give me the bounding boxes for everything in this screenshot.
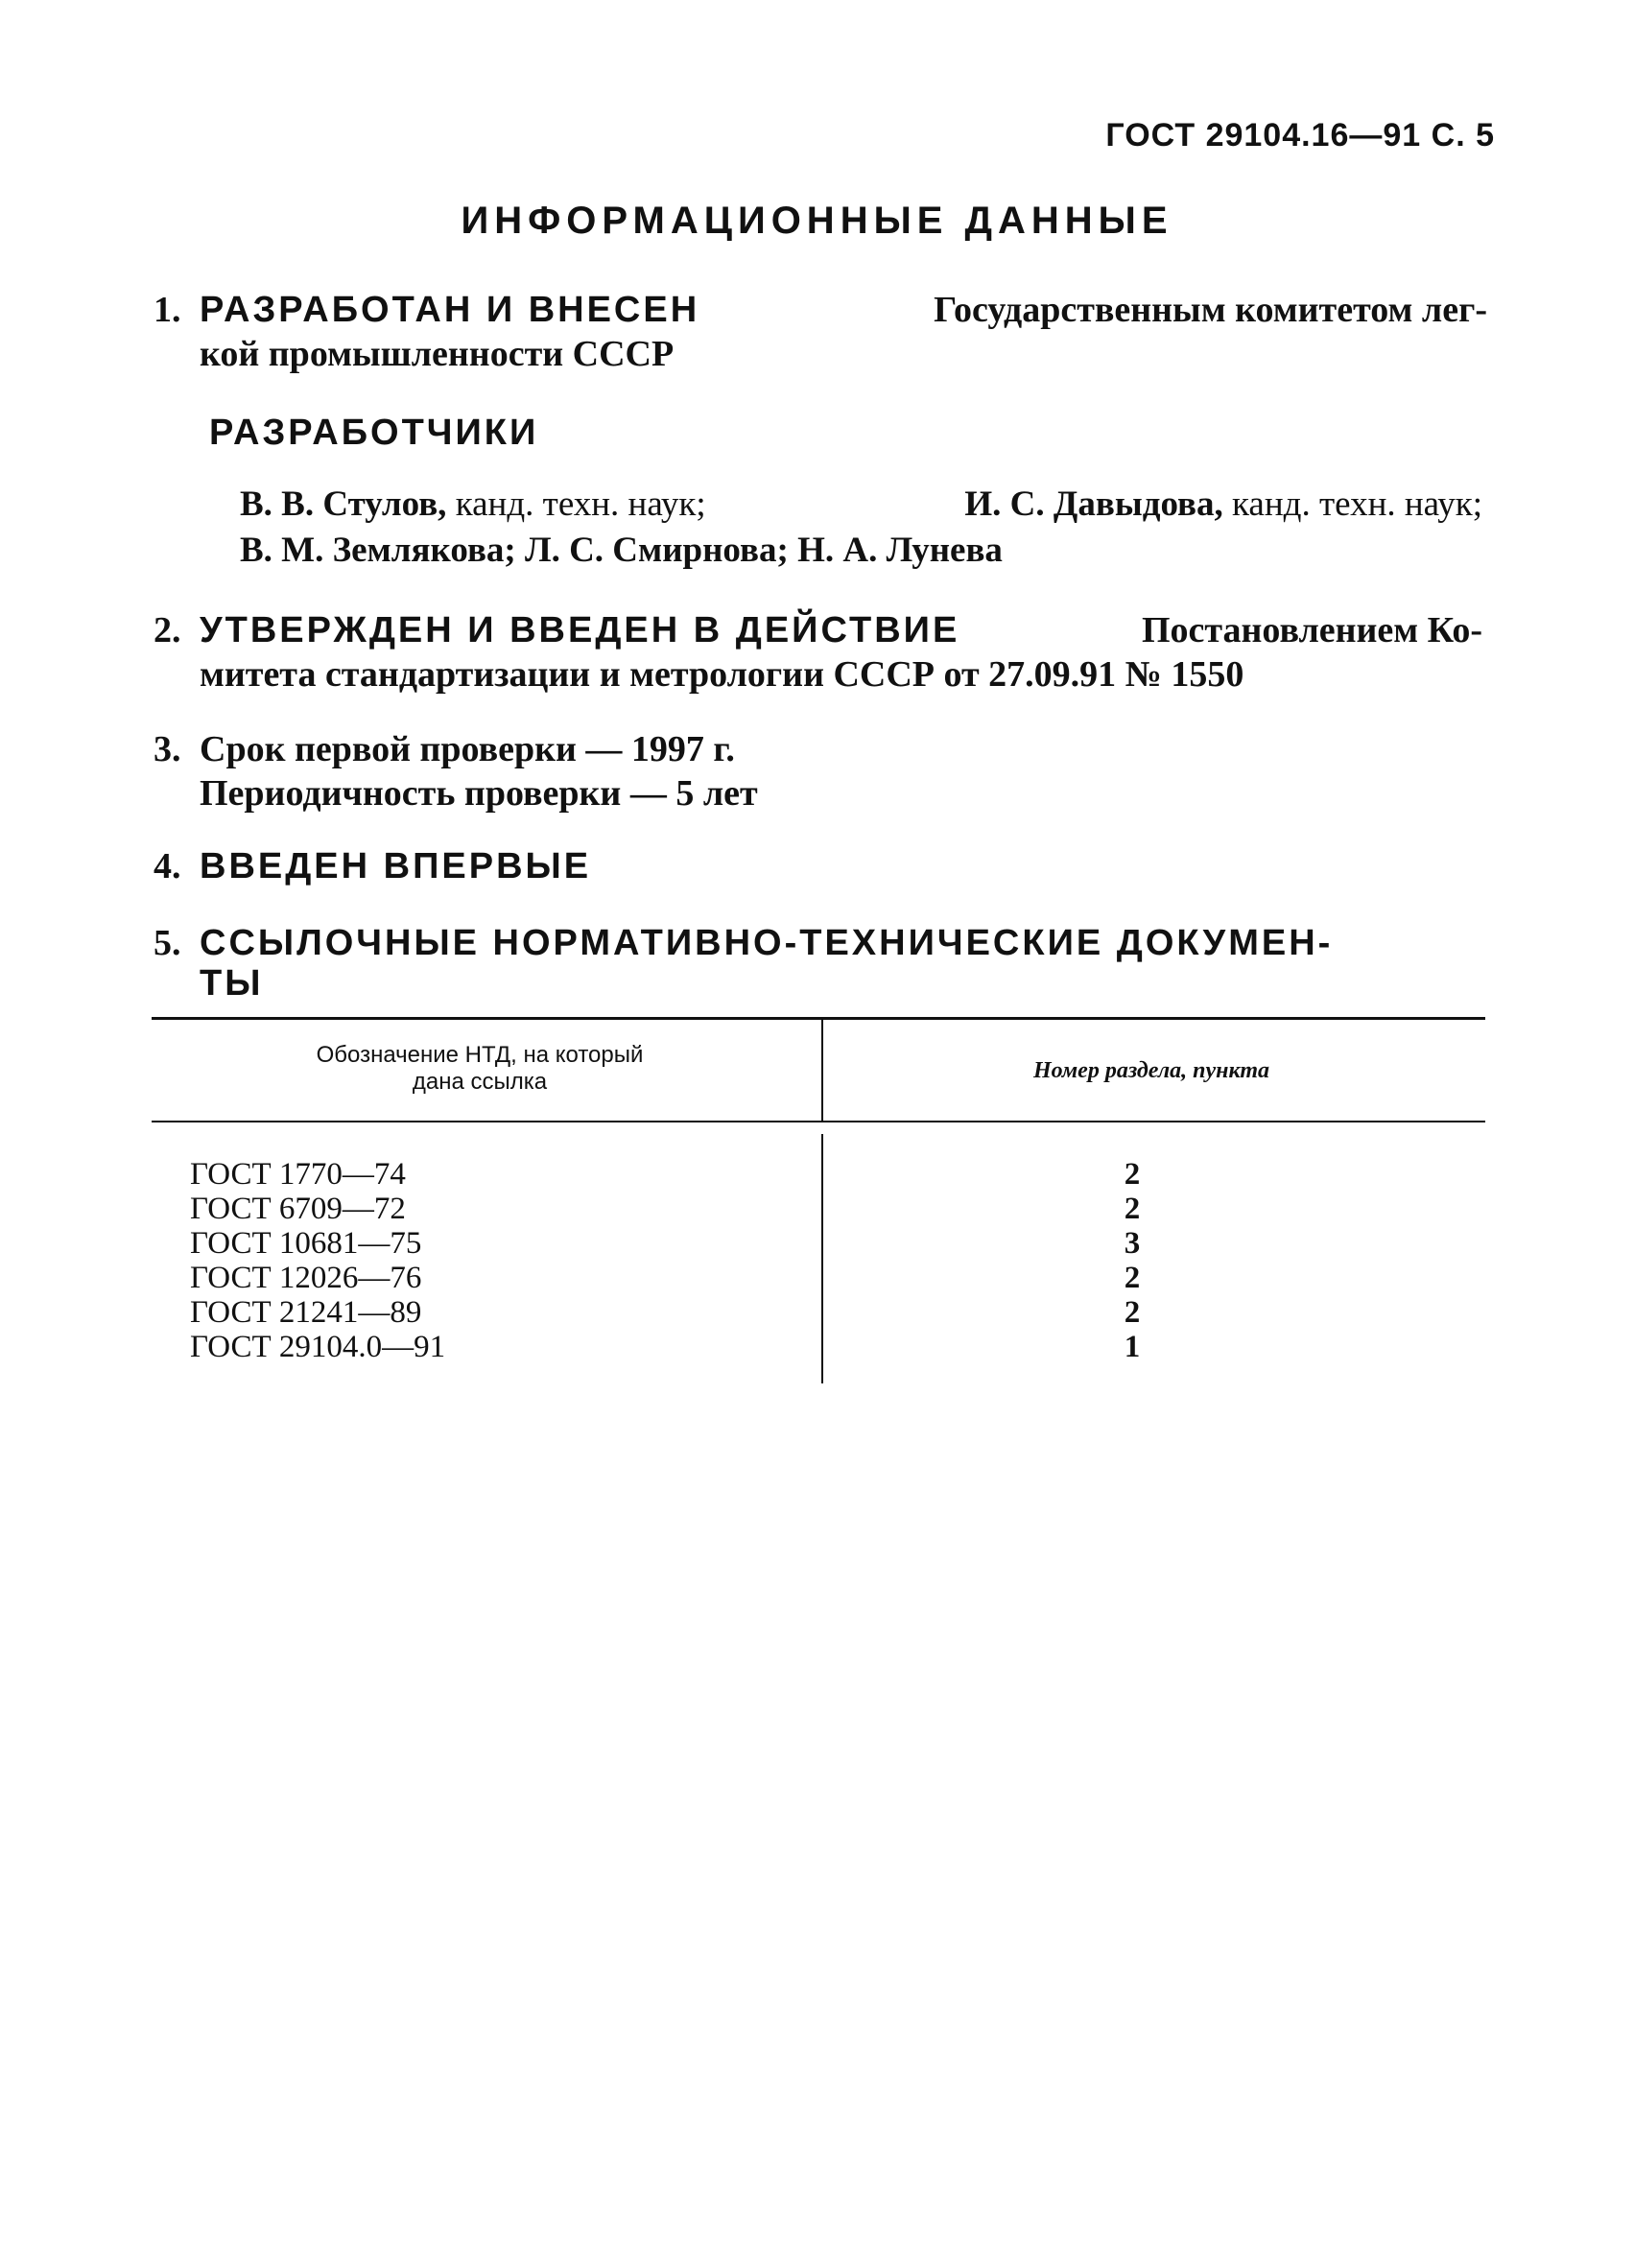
section-4 [154, 844, 1487, 888]
developer-degree: канд. техн. наук; [455, 484, 706, 524]
table-cell-section: 2 [1124, 1261, 1141, 1295]
table-sections-column [1084, 1157, 1180, 1364]
table-cell-document: ГОСТ 1770—74 [190, 1157, 406, 1192]
developer-name: Л. С. Смирнова; [525, 531, 789, 570]
table-column-divider [821, 1134, 823, 1383]
table-cell-section: 2 [1124, 1157, 1141, 1192]
table-cell-document: ГОСТ 12026—76 [190, 1261, 422, 1295]
section-5-number: 5. [154, 923, 181, 963]
section-2 [154, 608, 1482, 697]
table-cell-document: ГОСТ 29104.0—91 [190, 1330, 446, 1364]
section-1 [154, 288, 1487, 376]
table-cell-section: 2 [1124, 1192, 1141, 1226]
table-cell-section: 2 [1124, 1295, 1141, 1330]
table-cell-document: ГОСТ 10681—75 [190, 1226, 422, 1261]
table-cell-section: 3 [1124, 1226, 1141, 1261]
page-title: ИНФОРМАЦИОННЫЕ ДАННЫЕ [461, 200, 1173, 242]
table-column-divider [821, 1020, 823, 1121]
developers-list [240, 482, 1482, 574]
table-cell-document: ГОСТ 6709—72 [190, 1192, 406, 1226]
section-4-label: ВВЕДЕН ВПЕРВЫЕ [200, 846, 592, 886]
section-5-label-line1: ССЫЛОЧНЫЕ НОРМАТИВНО-ТЕХНИЧЕСКИЕ ДОКУМЕН- [200, 923, 1334, 963]
section-1-text-line1: Государственным комитетом лег- [934, 290, 1487, 330]
developer-degree: канд. техн. наук; [1232, 484, 1482, 524]
section-2-text-line2: митета стандартизации и метрологии СССР от 27.09.91 № 1550 [200, 654, 1244, 695]
table-header-section: Номер раздела, пункта [1032, 1058, 1269, 1083]
table-top-rule [152, 1017, 1485, 1020]
section-5-label-line2: ТЫ [200, 963, 264, 1004]
section-1-number: 1. [154, 290, 181, 330]
developer-name: Н. А. Лунева [797, 531, 1003, 570]
developers-heading: РАЗРАБОТЧИКИ [209, 413, 539, 453]
table-header-document: Обозначение НТД, на который дана ссылка [316, 1042, 644, 1095]
section-2-label: УТВЕРЖДЕН И ВВЕДЕН В ДЕЙСТВИЕ [200, 610, 960, 650]
table-header-rule [152, 1121, 1485, 1122]
section-5 [154, 923, 1487, 1004]
table-cell-document: ГОСТ 21241—89 [190, 1295, 422, 1330]
section-2-number: 2. [154, 610, 181, 650]
table-documents-column [190, 1157, 445, 1364]
section-3-line1: Срок первой проверки — 1997 г. [200, 729, 735, 769]
developer-name: В. В. Стулов, [240, 484, 447, 524]
developer-name: В. М. Землякова; [240, 531, 516, 570]
section-3-number: 3. [154, 729, 181, 769]
page-header-reference: ГОСТ 29104.16—91 С. 5 [1105, 117, 1495, 154]
table-cell-section: 1 [1124, 1330, 1141, 1364]
section-1-text-line2: кой промышленности СССР [200, 334, 675, 374]
section-4-number: 4. [154, 846, 181, 886]
developer-name: И. С. Давыдова, [964, 484, 1223, 524]
section-3-line2: Периодичность проверки — 5 лет [200, 773, 758, 814]
section-1-label: РАЗРАБОТАН И ВНЕСЕН [200, 290, 700, 330]
section-2-text-line1: Постановлением Ко- [1141, 610, 1482, 650]
section-3 [154, 727, 1487, 815]
